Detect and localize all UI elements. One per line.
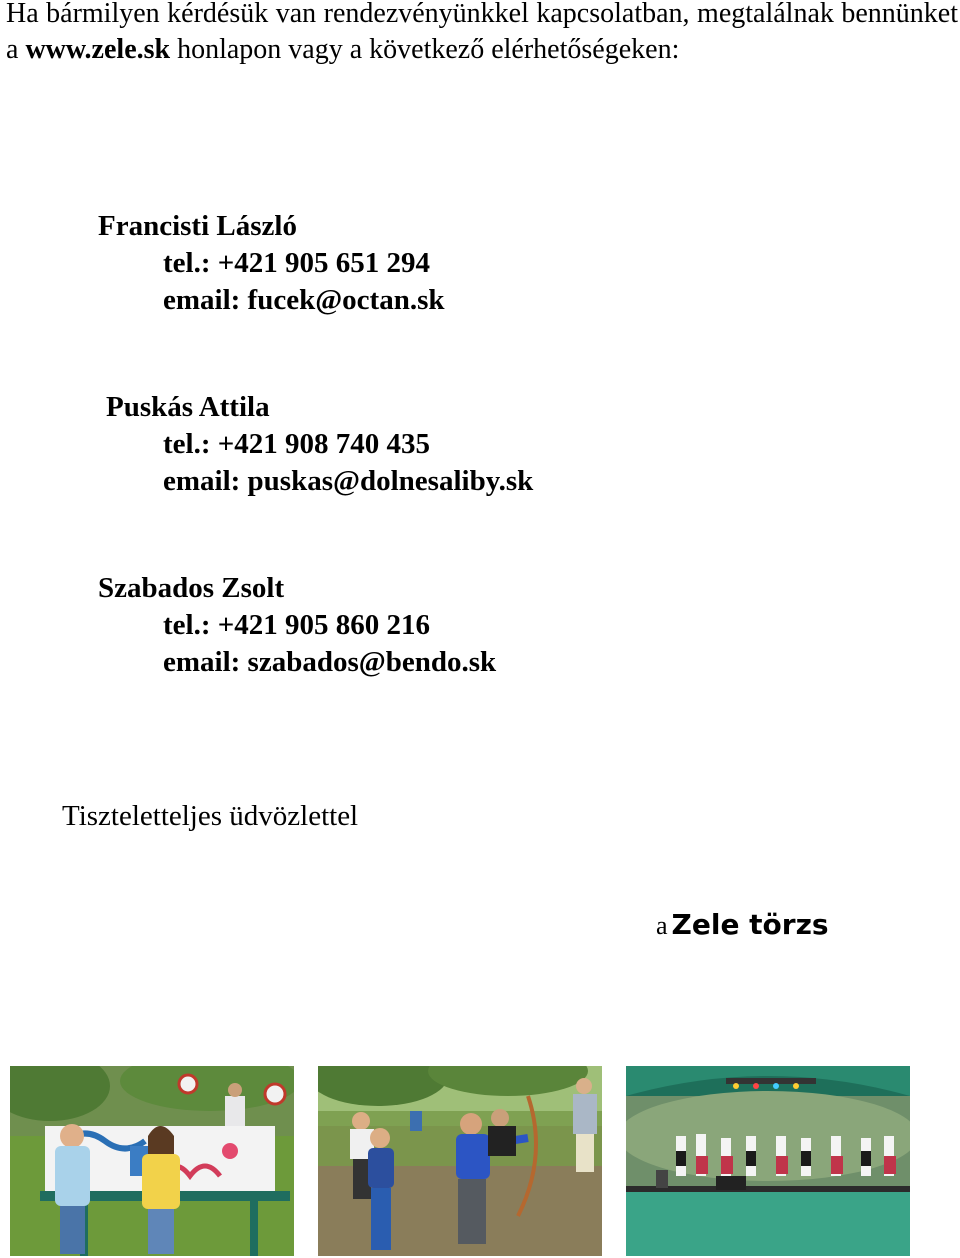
intro-text-start: Ha bármilyen kérdésük van rendezvényünkkel kapcsolatban, megtalálnak bennünket a	[6, 0, 958, 65]
closing-greeting: Tiszteletteljes üdvözlettel	[62, 800, 359, 832]
intro-paragraph	[6, 0, 958, 68]
contact-email[interactable]: email: szabados@bendo.sk	[163, 646, 497, 678]
contact-name: Szabados Zsolt	[98, 572, 285, 604]
photo-folk-dance-stage	[626, 1066, 910, 1256]
photo-archery	[318, 1066, 602, 1256]
signature-prefix: a	[656, 911, 668, 940]
contact-phone: tel.: +421 905 651 294	[163, 247, 431, 279]
contact-email[interactable]: email: puskas@dolnesaliby.sk	[163, 465, 534, 497]
intro-text-end: honlapon vagy a következő elérhetőségeken:	[170, 34, 680, 65]
signature-tribe-name: Zele törzs	[671, 908, 829, 941]
contact-phone: tel.: +421 908 740 435	[163, 428, 431, 460]
website-link[interactable]: www.zele.sk	[25, 34, 171, 65]
contact-phone: tel.: +421 905 860 216	[163, 609, 431, 641]
photo-painting	[10, 1066, 294, 1256]
signature	[656, 908, 829, 941]
contact-email[interactable]: email: fucek@octan.sk	[163, 284, 445, 316]
contact-name: Francisti László	[98, 210, 297, 242]
contact-name: Puskás Attila	[106, 391, 270, 423]
